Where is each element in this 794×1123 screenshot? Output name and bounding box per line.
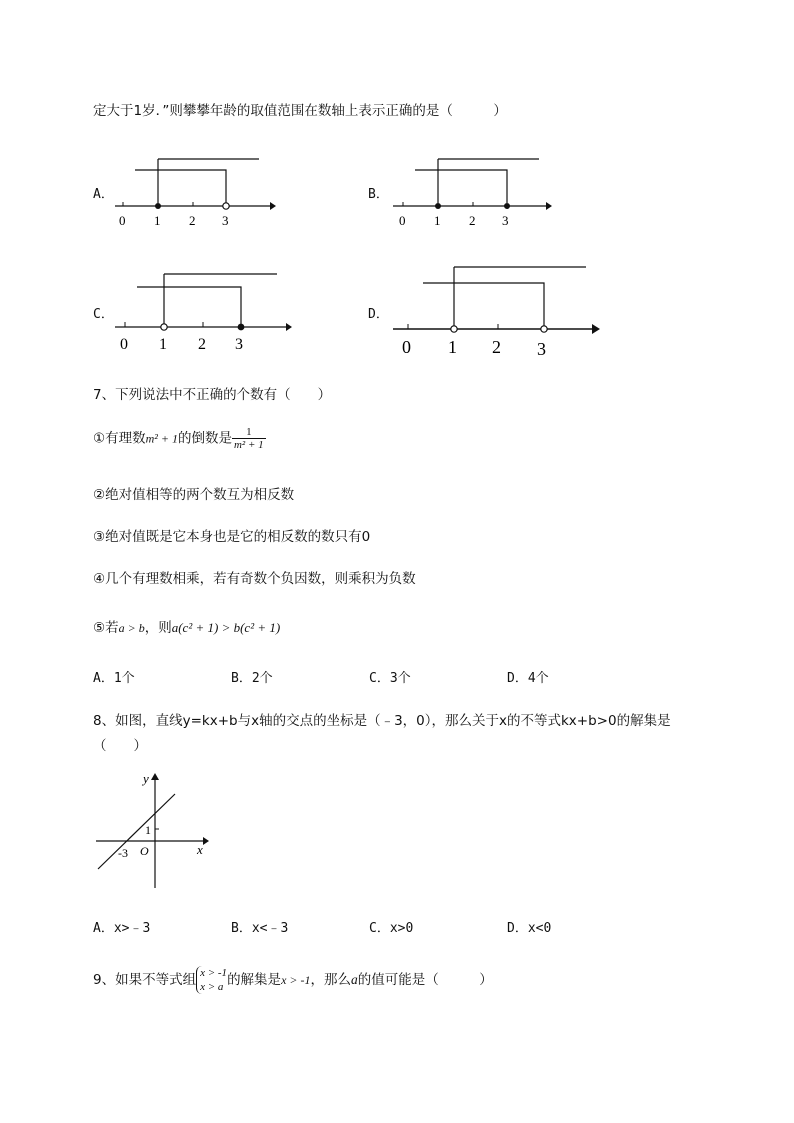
question-6-stem-tail: 定大于1岁．”则攀攀年龄的取值范围在数轴上表示正确的是（ ） [93, 103, 507, 119]
tick-2: 2 [492, 337, 501, 357]
linear-function-graph [93, 770, 213, 895]
statement-5-condition: a > b [118, 621, 145, 635]
statement-1-expr: m² + 1 [145, 431, 178, 446]
option-a-label: A． [93, 187, 114, 202]
option-c-label: C． [93, 307, 114, 322]
choice-c: C．3个 [369, 671, 411, 686]
question-8-stem-line2: （ ） [93, 738, 147, 754]
fraction-denominator: m² + 1 [233, 439, 264, 451]
tick-0: 0 [402, 337, 411, 357]
tick-3: 3 [235, 336, 243, 353]
choice-d: D．x<0 [507, 921, 552, 936]
statement-2: ②绝对值相等的两个数互为相反数 [93, 487, 295, 503]
tick-2: 2 [189, 213, 196, 228]
x-intercept-label: -3 [118, 846, 128, 860]
variable-a: a [350, 972, 358, 987]
tick-3: 3 [502, 213, 509, 228]
statement-5 [93, 616, 280, 636]
question-9-end: 的值可能是（ ） [357, 972, 493, 988]
question-9-mid: 的解集是 [227, 972, 282, 988]
question-7-stem: 7、下列说法中不正确的个数有（ ） [93, 387, 332, 403]
choice-a: A．x>﹣3 [93, 921, 151, 936]
choice-c: C．x>0 [369, 921, 414, 936]
tick-0: 0 [399, 213, 406, 228]
choice-a: A．1个 [93, 671, 135, 686]
number-line-c [110, 265, 300, 355]
tick-2: 2 [469, 213, 476, 228]
tick-2: 2 [198, 336, 206, 353]
statement-1 [93, 426, 266, 451]
tick-3: 3 [222, 213, 229, 228]
tick-1: 1 [154, 213, 161, 228]
y-tick-label: 1 [145, 823, 151, 837]
statement-3: ③绝对值既是它本身也是它的相反数的数只有0 [93, 529, 371, 545]
statement-5-mid: ，则 [144, 620, 172, 636]
statement-5-prefix: ⑤若 [93, 620, 119, 636]
statement-5-expr: a(c² + 1) > b(c² + 1) [171, 620, 281, 635]
option-b-label: B． [368, 187, 389, 202]
question-8-stem: 8、如图，直线y=kx+b与x轴的交点的坐标是（﹣3，0），那么关于x的不等式kx+b>0的解集是 [93, 713, 671, 729]
solution-set: x > -1 [281, 973, 311, 987]
tick-1: 1 [448, 337, 457, 357]
fraction-numerator: 1 [232, 426, 266, 439]
tick-1: 1 [434, 213, 441, 228]
tick-0: 0 [120, 336, 128, 353]
question-9-prefix: 9、如果不等式组 [93, 972, 197, 988]
tick-1: 1 [159, 336, 167, 353]
tick-3: 3 [537, 339, 546, 359]
question-9-suffix: ，那么 [310, 972, 351, 988]
x-axis-label: x [197, 842, 203, 857]
question-9-stem [93, 966, 493, 994]
statement-1-prefix: ①有理数 [93, 430, 146, 447]
statement-1-mid: 的倒数是 [177, 430, 232, 447]
y-axis-label: y [143, 771, 149, 786]
number-line-d [390, 258, 605, 358]
choice-b: B．2个 [231, 671, 273, 686]
inequality-1: x > -1 [200, 967, 228, 979]
inequality-system [196, 966, 227, 994]
statement-4: ④几个有理数相乘，若有奇数个负因数，则乘积为负数 [93, 571, 416, 587]
reciprocal-fraction [232, 426, 266, 451]
number-line-a [110, 150, 280, 230]
choice-b: B．x<﹣3 [231, 921, 289, 936]
tick-0: 0 [119, 213, 126, 228]
number-line-b [390, 150, 560, 230]
inequality-2: x > a [200, 981, 224, 993]
choice-d: D．4个 [507, 671, 549, 686]
option-d-label: D． [368, 307, 389, 322]
origin-label: O [140, 844, 149, 858]
